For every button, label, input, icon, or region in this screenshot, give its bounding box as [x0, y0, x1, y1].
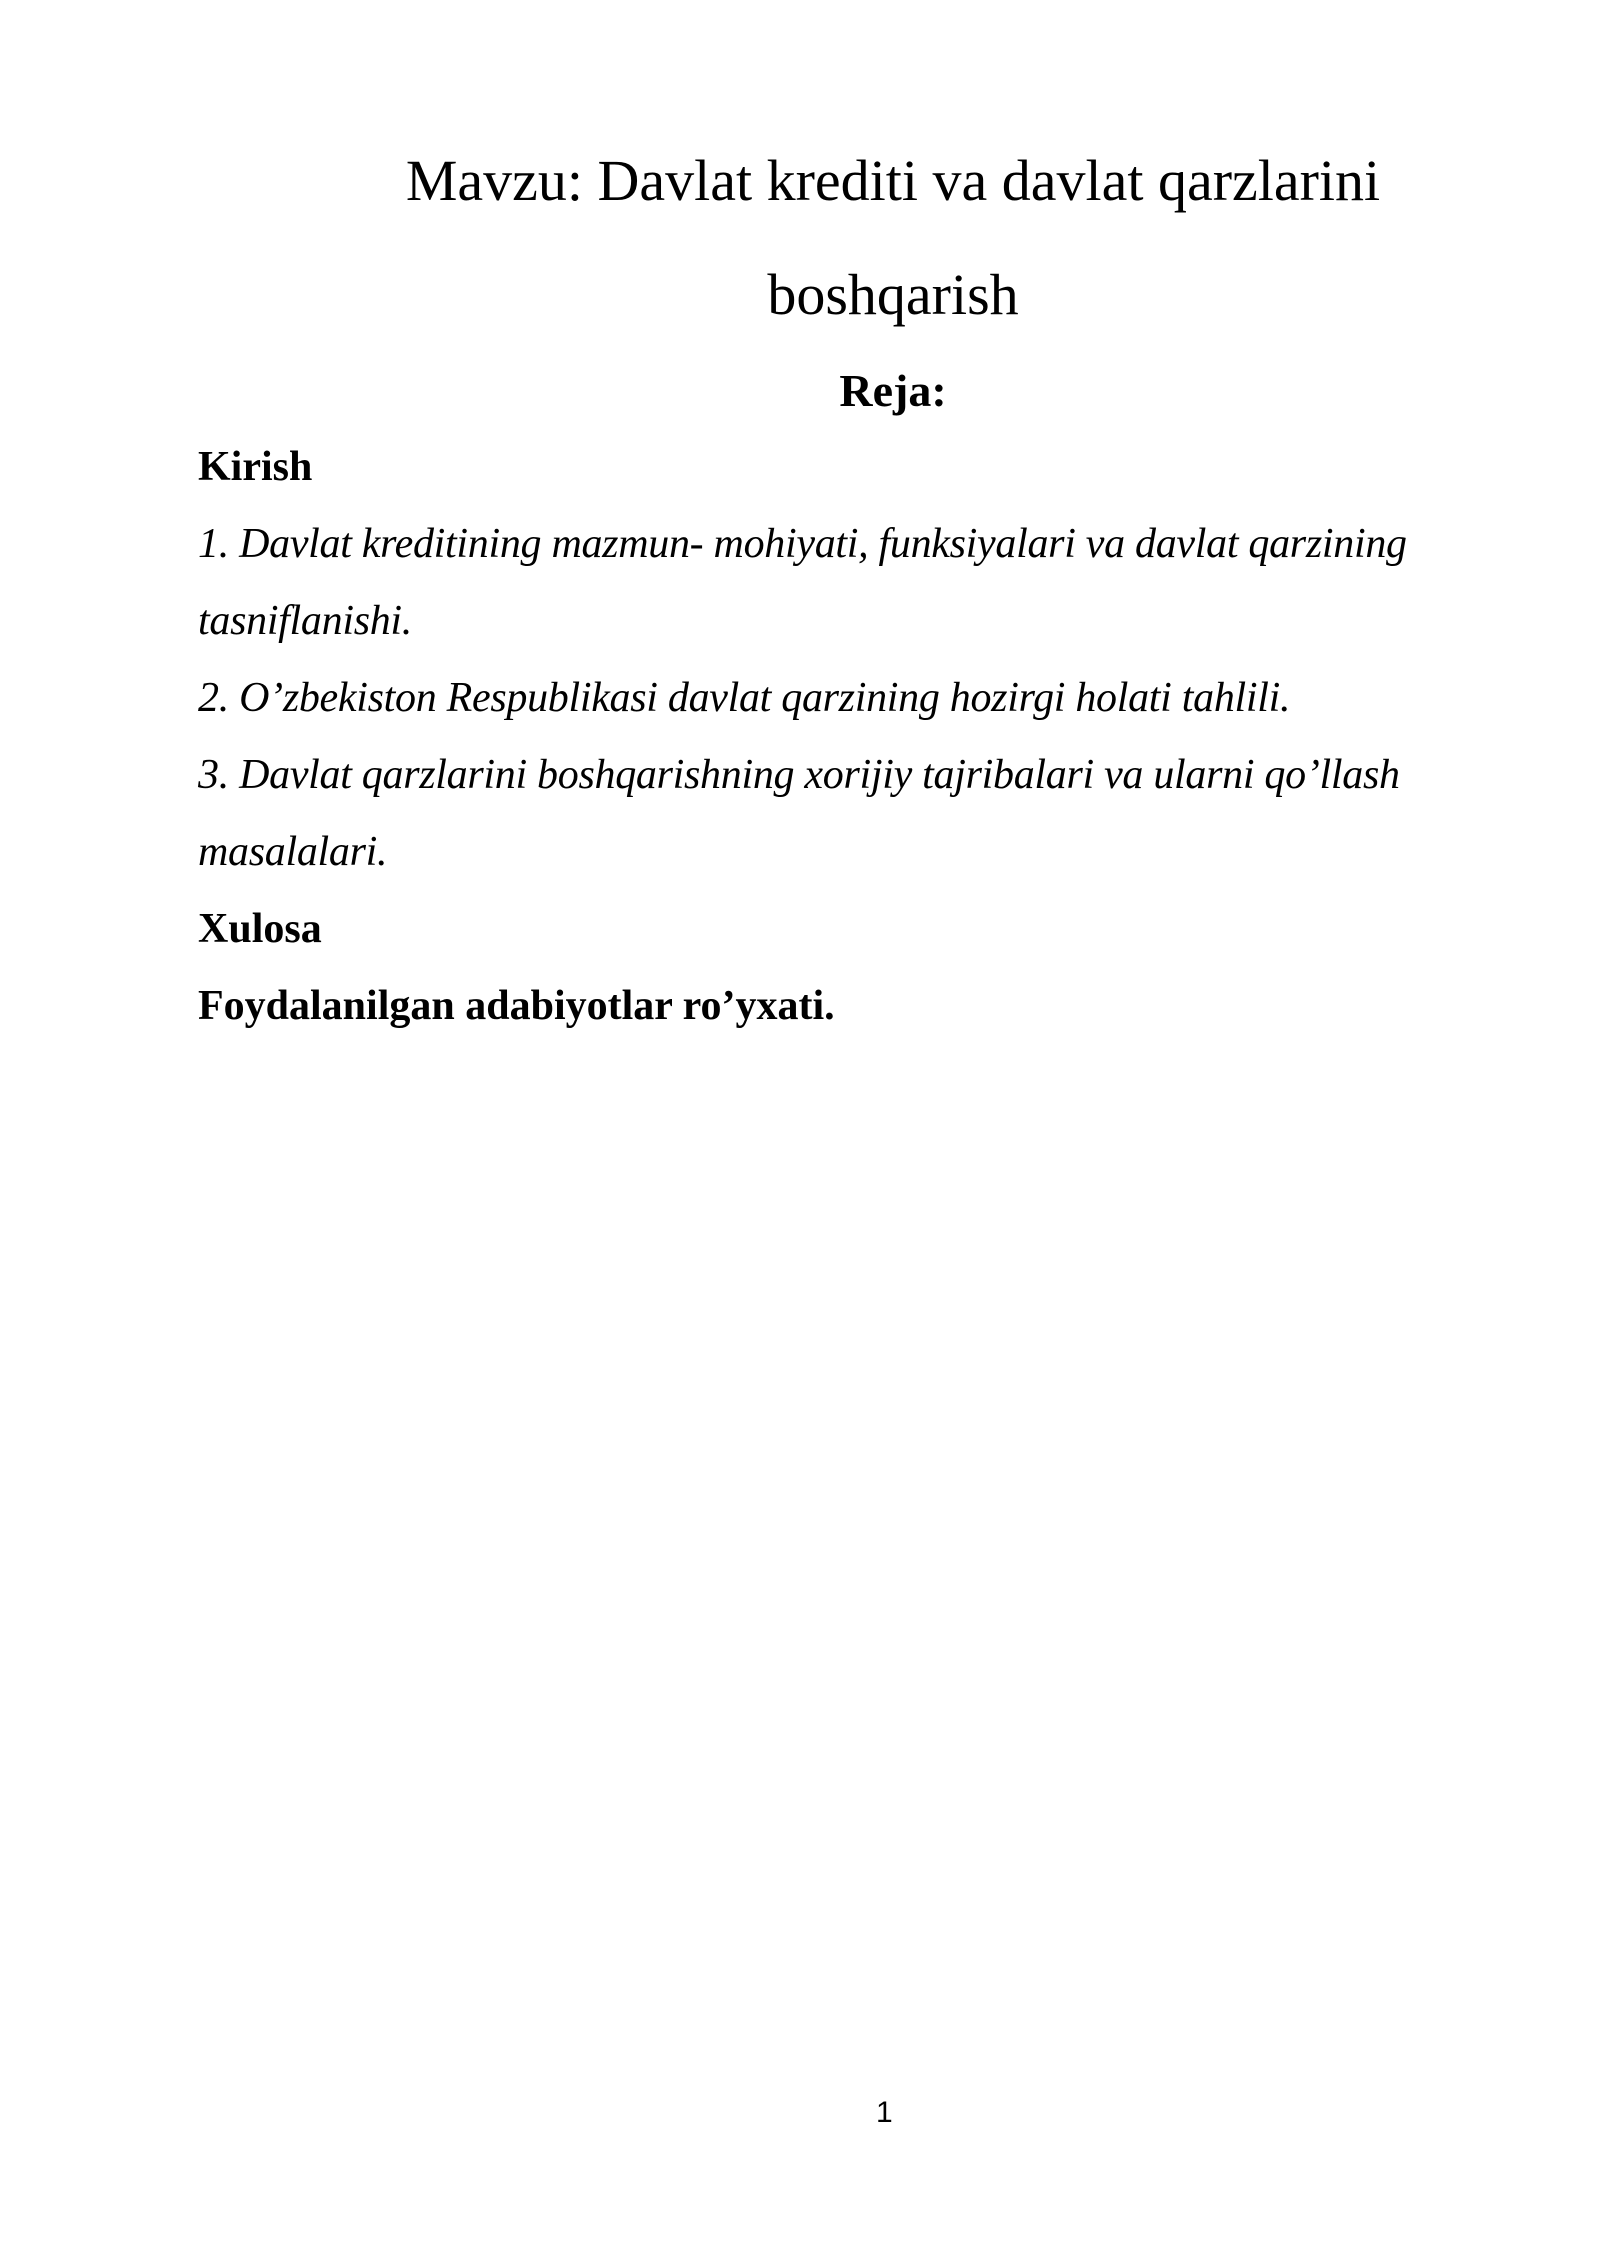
- conclusion-label: Xulosa: [198, 906, 322, 952]
- references-label: Foydalanilgan adabiyotlar ro’yxati.: [198, 983, 835, 1029]
- intro-label: Kirish: [198, 444, 313, 490]
- plan-item-2: 2. O’zbekiston Respublikasi davlat qarzining hozirgi holati tahlili.: [198, 675, 1291, 721]
- page-number: 1: [876, 2096, 893, 2129]
- plan-item-1: 1. Davlat kreditining mazmun- mohiyati, funksiyalari va davlat qarzining tasniflanishi.: [198, 521, 1407, 644]
- document-body: [0, 0, 1600, 1045]
- plan-heading: Reja:: [839, 365, 947, 416]
- document-title: Mavzu: Davlat krediti va davlat qarzlarini boshqarish: [405, 148, 1381, 327]
- plan-item-3: 3. Davlat qarzlarini boshqarishning xorijiy tajribalari va ularni qo’llash masalalari.: [198, 752, 1400, 875]
